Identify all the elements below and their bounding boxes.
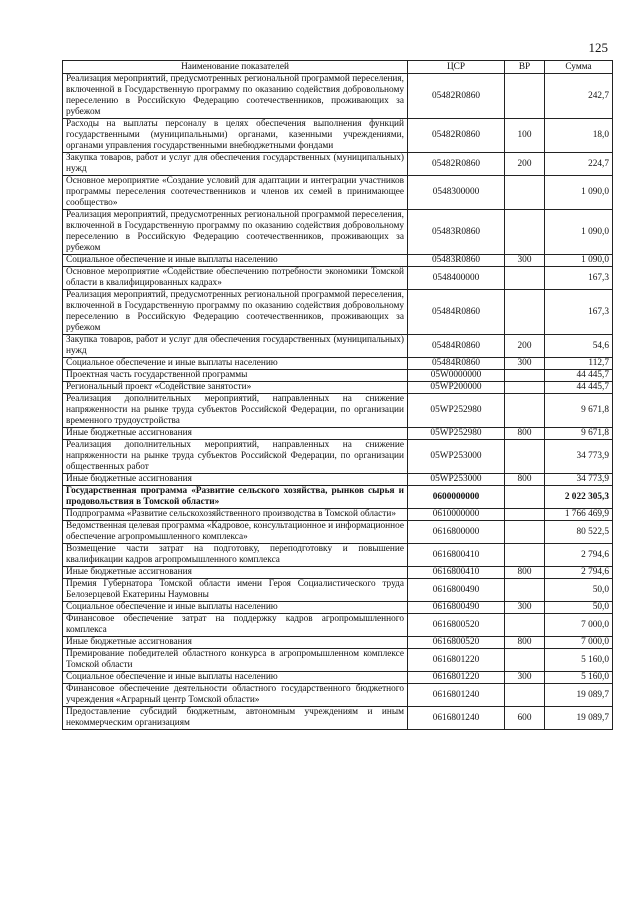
cell-vr xyxy=(505,579,545,602)
cell-vr: 800 xyxy=(505,567,545,579)
cell-name: Социальное обеспечение и иные выплаты населению xyxy=(63,602,408,614)
table-row xyxy=(63,290,613,335)
cell-vr: 300 xyxy=(505,358,545,370)
cell-vr xyxy=(505,74,545,119)
table-row xyxy=(63,382,613,394)
cell-vr xyxy=(505,614,545,637)
cell-vr: 800 xyxy=(505,428,545,440)
cell-code: 05484R0860 xyxy=(408,335,505,358)
cell-vr: 800 xyxy=(505,637,545,649)
cell-code: 05WP200000 xyxy=(408,382,505,394)
cell-name: Основное мероприятие «Создание условий для адаптации и интеграции участников программы переселения соотечественников и членов их семей в принимающее сообщество» xyxy=(63,176,408,210)
cell-sum: 54,6 xyxy=(545,335,613,358)
cell-vr xyxy=(505,210,545,255)
cell-code: 05482R0860 xyxy=(408,74,505,119)
cell-vr: 200 xyxy=(505,335,545,358)
table-row xyxy=(63,358,613,370)
cell-sum: 19 089,7 xyxy=(545,684,613,707)
cell-sum: 9 671,8 xyxy=(545,394,613,428)
header-vr: ВР xyxy=(505,61,545,74)
cell-code: 0616800410 xyxy=(408,567,505,579)
table-row xyxy=(63,119,613,153)
cell-name: Закупка товаров, работ и услуг для обеспечения государственных (муниципальных) нужд xyxy=(63,335,408,358)
cell-sum: 2 022 305,3 xyxy=(545,486,613,509)
cell-name: Возмещение части затрат на подготовку, переподготовку и повышение квалификации кадров агропромышленного комплекса xyxy=(63,544,408,567)
cell-sum: 34 773,9 xyxy=(545,474,613,486)
cell-vr: 300 xyxy=(505,602,545,614)
table-row xyxy=(63,544,613,567)
cell-sum: 1 766 469,9 xyxy=(545,509,613,521)
table-row xyxy=(63,335,613,358)
cell-code: 0616800520 xyxy=(408,637,505,649)
cell-vr xyxy=(505,382,545,394)
table-row xyxy=(63,614,613,637)
cell-sum: 1 090,0 xyxy=(545,176,613,210)
cell-code: 0616801240 xyxy=(408,684,505,707)
cell-name: Социальное обеспечение и иные выплаты населению xyxy=(63,255,408,267)
cell-vr xyxy=(505,649,545,672)
cell-name: Проектная часть государственной программы xyxy=(63,370,408,382)
cell-sum: 242,7 xyxy=(545,74,613,119)
cell-name: Предоставление субсидий бюджетным, автономным учреждениям и иным некоммерческим организациям xyxy=(63,707,408,730)
table-row xyxy=(63,509,613,521)
cell-name: Финансовое обеспечение затрат на поддержку кадров агропромышленного комплекса xyxy=(63,614,408,637)
cell-sum: 224,7 xyxy=(545,153,613,176)
cell-vr: 300 xyxy=(505,255,545,267)
cell-code: 0616800410 xyxy=(408,544,505,567)
header-sum: Сумма xyxy=(545,61,613,74)
cell-sum: 7 000,0 xyxy=(545,614,613,637)
cell-name: Региональный проект «Содействие занятости» xyxy=(63,382,408,394)
cell-name: Закупка товаров, работ и услуг для обеспечения государственных (муниципальных) нужд xyxy=(63,153,408,176)
cell-code: 05484R0860 xyxy=(408,290,505,335)
table-row xyxy=(63,440,613,474)
table-row xyxy=(63,255,613,267)
cell-code: 0616800490 xyxy=(408,602,505,614)
cell-code: 05482R0860 xyxy=(408,119,505,153)
cell-name: Реализация мероприятий, предусмотренных региональной программой переселения, включенной в Государственную программу по оказанию содействия добровольному переселению в Российскую Федерацию соотечественников, проживающих за рубежом xyxy=(63,290,408,335)
cell-vr: 100 xyxy=(505,119,545,153)
table-row xyxy=(63,474,613,486)
cell-sum: 5 160,0 xyxy=(545,672,613,684)
table-body xyxy=(63,74,613,730)
table-row xyxy=(63,428,613,440)
cell-name: Основное мероприятие «Содействие обеспечению потребности экономики Томской области в квалифицированных кадрах» xyxy=(63,267,408,290)
cell-name: Социальное обеспечение и иные выплаты населению xyxy=(63,358,408,370)
cell-name: Премирование победителей областного конкурса в агропромышленном комплексе Томской области xyxy=(63,649,408,672)
cell-name: Иные бюджетные ассигнования xyxy=(63,474,408,486)
cell-name: Социальное обеспечение и иные выплаты населению xyxy=(63,672,408,684)
cell-code: 0548300000 xyxy=(408,176,505,210)
table-row xyxy=(63,637,613,649)
cell-sum: 19 089,7 xyxy=(545,707,613,730)
cell-code: 0616800520 xyxy=(408,614,505,637)
table-row xyxy=(63,649,613,672)
cell-vr xyxy=(505,440,545,474)
cell-name: Государственная программа «Развитие сельского хозяйства, рынков сырья и продовольствия в Томской области» xyxy=(63,486,408,509)
cell-vr xyxy=(505,370,545,382)
cell-sum: 18,0 xyxy=(545,119,613,153)
cell-vr: 600 xyxy=(505,707,545,730)
cell-code: 05483R0860 xyxy=(408,255,505,267)
cell-name: Ведомственная целевая программа «Кадровое, консультационное и информационное обеспечение агропромышленного комплекса» xyxy=(63,521,408,544)
table-row xyxy=(63,567,613,579)
cell-code: 0600000000 xyxy=(408,486,505,509)
table-row xyxy=(63,74,613,119)
cell-vr xyxy=(505,176,545,210)
cell-code: 05W0000000 xyxy=(408,370,505,382)
table-row xyxy=(63,579,613,602)
cell-code: 05WP253000 xyxy=(408,440,505,474)
budget-table xyxy=(62,60,613,730)
cell-sum: 44 445,7 xyxy=(545,382,613,394)
cell-name: Реализация мероприятий, предусмотренных региональной программой переселения, включенной в Государственную программу по оказанию содействия добровольному переселению в Российскую Федерацию соотечественников, проживающих за рубежом xyxy=(63,74,408,119)
table-row xyxy=(63,153,613,176)
header-name: Наименование показателей xyxy=(63,61,408,74)
cell-code: 0616801220 xyxy=(408,649,505,672)
cell-vr xyxy=(505,394,545,428)
cell-code: 05484R0860 xyxy=(408,358,505,370)
table-row xyxy=(63,602,613,614)
cell-sum: 34 773,9 xyxy=(545,440,613,474)
cell-name: Иные бюджетные ассигнования xyxy=(63,567,408,579)
cell-code: 0548400000 xyxy=(408,267,505,290)
table-row xyxy=(63,672,613,684)
cell-code: 0616801220 xyxy=(408,672,505,684)
cell-sum: 112,7 xyxy=(545,358,613,370)
cell-code: 05483R0860 xyxy=(408,210,505,255)
table-row xyxy=(63,707,613,730)
cell-code: 05WP253000 xyxy=(408,474,505,486)
cell-sum: 1 090,0 xyxy=(545,255,613,267)
cell-vr: 300 xyxy=(505,672,545,684)
cell-name: Реализация дополнительных мероприятий, направленных на снижение напряженности на рынке труда субъектов Российской Федерации, по организации временного трудоустройства xyxy=(63,394,408,428)
cell-name: Подпрограмма «Развитие сельскохозяйственного производства в Томской области» xyxy=(63,509,408,521)
table-row xyxy=(63,267,613,290)
cell-sum: 2 794,6 xyxy=(545,544,613,567)
cell-code: 05WP252980 xyxy=(408,394,505,428)
cell-sum: 9 671,8 xyxy=(545,428,613,440)
cell-code: 05482R0860 xyxy=(408,153,505,176)
cell-sum: 50,0 xyxy=(545,579,613,602)
table-row xyxy=(63,486,613,509)
table-row xyxy=(63,394,613,428)
table-row xyxy=(63,210,613,255)
cell-name: Иные бюджетные ассигнования xyxy=(63,637,408,649)
cell-name: Реализация мероприятий, предусмотренных региональной программой переселения, включенной в Государственную программу по оказанию содействия добровольному переселению в Российскую Федерацию соотечественников, проживающих за рубежом xyxy=(63,210,408,255)
cell-sum: 7 000,0 xyxy=(545,637,613,649)
table-row xyxy=(63,370,613,382)
table-row xyxy=(63,684,613,707)
cell-name: Премия Губернатора Томской области имени Героя Социалистического труда Белозерцевой Екатерины Наумовны xyxy=(63,579,408,602)
cell-vr xyxy=(505,544,545,567)
cell-sum: 2 794,6 xyxy=(545,567,613,579)
cell-vr: 800 xyxy=(505,474,545,486)
cell-vr xyxy=(505,267,545,290)
cell-name: Расходы на выплаты персоналу в целях обеспечения выполнения функций государственными (муниципальными) органами, казенными учреждениями, органами управления государственными внебюджетными фондами xyxy=(63,119,408,153)
cell-sum: 5 160,0 xyxy=(545,649,613,672)
cell-code: 05WP252980 xyxy=(408,428,505,440)
header-code: ЦСР xyxy=(408,61,505,74)
cell-name: Финансовое обеспечение деятельности областного государственного бюджетного учреждения «Аграрный центр Томской области» xyxy=(63,684,408,707)
cell-vr xyxy=(505,684,545,707)
cell-vr xyxy=(505,486,545,509)
cell-sum: 167,3 xyxy=(545,267,613,290)
cell-sum: 167,3 xyxy=(545,290,613,335)
cell-sum: 50,0 xyxy=(545,602,613,614)
cell-name: Реализация дополнительных мероприятий, направленных на снижение напряженности на рынке труда субъектов Российской Федерации, по организации общественных работ xyxy=(63,440,408,474)
cell-vr: 200 xyxy=(505,153,545,176)
cell-code: 0616800000 xyxy=(408,521,505,544)
cell-sum: 80 522,5 xyxy=(545,521,613,544)
cell-code: 0610000000 xyxy=(408,509,505,521)
cell-name: Иные бюджетные ассигнования xyxy=(63,428,408,440)
cell-vr xyxy=(505,290,545,335)
cell-sum: 44 445,7 xyxy=(545,370,613,382)
cell-code: 0616800490 xyxy=(408,579,505,602)
table-row xyxy=(63,176,613,210)
table-header-row xyxy=(63,61,613,74)
cell-sum: 1 090,0 xyxy=(545,210,613,255)
table-row xyxy=(63,521,613,544)
cell-vr xyxy=(505,521,545,544)
cell-vr xyxy=(505,509,545,521)
cell-code: 0616801240 xyxy=(408,707,505,730)
page-number: 125 xyxy=(588,40,608,55)
